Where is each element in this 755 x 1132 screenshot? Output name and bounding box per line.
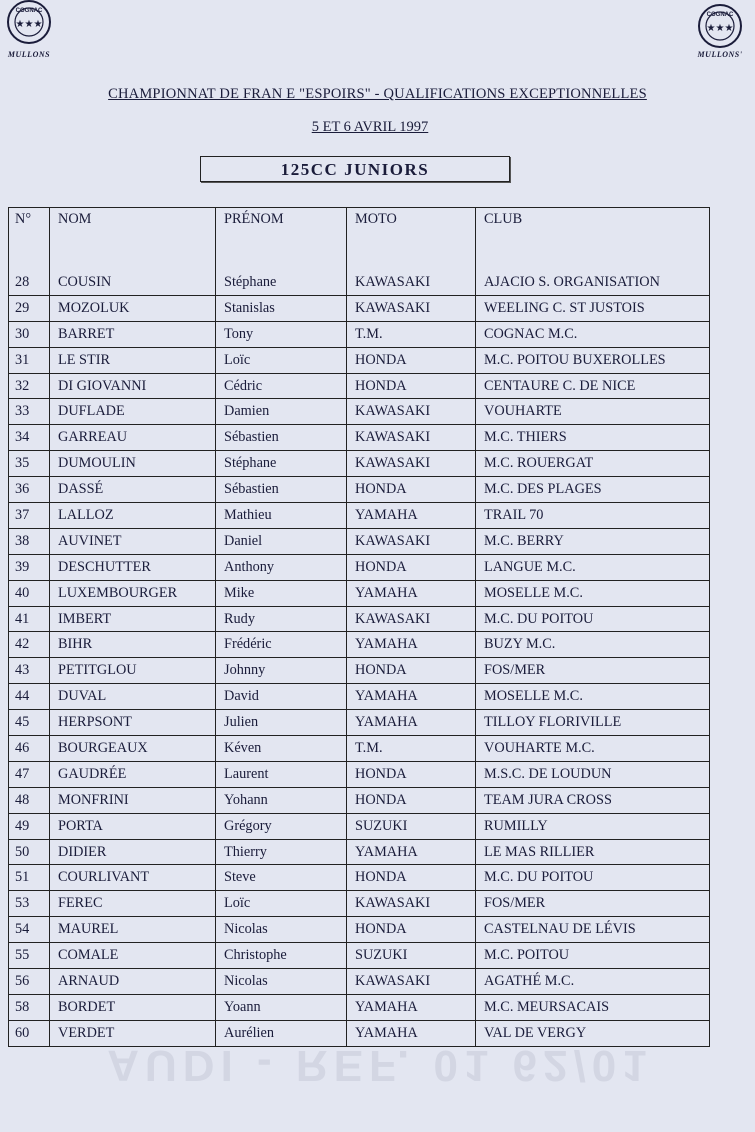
cell-moto: KAWASAKI: [346, 296, 475, 321]
cell-moto: YAMAHA: [346, 581, 475, 606]
cell-nom: MOZOLUK: [49, 296, 215, 321]
table-row: [9, 321, 709, 347]
cell-prenom: Nicolas: [215, 917, 346, 942]
cell-club: AGATHÉ M.C.: [475, 969, 709, 994]
entrants-table: [8, 207, 710, 1047]
cell-num: 28: [15, 274, 30, 290]
table-row: [9, 916, 709, 942]
cell-moto: HONDA: [346, 477, 475, 502]
cell-club: M.C. POITOU BUXEROLLES: [475, 348, 709, 373]
cell-prenom: Aurélien: [215, 1021, 346, 1046]
cell-prenom: Mike: [215, 581, 346, 606]
cell-club: M.C. THIERS: [475, 425, 709, 450]
cell-num: 30: [15, 325, 30, 342]
cell-club: TEAM JURA CROSS: [475, 788, 709, 813]
cell-prenom: David: [215, 684, 346, 709]
cell-nom: DESCHUTTER: [49, 555, 215, 580]
cell-num: 42: [15, 636, 30, 653]
cell-nom: AUVINET: [49, 529, 215, 554]
cell-prenom: Stéphane: [215, 270, 346, 295]
cell-moto: YAMAHA: [346, 632, 475, 657]
cell-prenom: Stéphane: [215, 451, 346, 476]
cell-club: M.C. DES PLAGES: [475, 477, 709, 502]
cell-moto: T.M.: [346, 736, 475, 761]
cell-nom: BARRET: [49, 322, 215, 347]
table-row: [9, 942, 709, 968]
table-row: [9, 554, 709, 580]
svg-text:★★★: ★★★: [15, 19, 43, 30]
cell-prenom: Steve: [215, 865, 346, 890]
cell-nom: HERPSONT: [49, 710, 215, 735]
cell-prenom: Nicolas: [215, 969, 346, 994]
seal-text: COGNAC: [15, 8, 43, 14]
table-row: [9, 968, 709, 994]
cell-prenom: Grégory: [215, 814, 346, 839]
cell-prenom: Mathieu: [215, 503, 346, 528]
cell-num: 50: [15, 843, 30, 860]
table-row: [9, 735, 709, 761]
cell-club: CENTAURE C. DE NICE: [475, 374, 709, 399]
table-row: [9, 502, 709, 528]
table-row: [9, 476, 709, 502]
cell-club: TRAIL 70: [475, 503, 709, 528]
cell-moto: HONDA: [346, 865, 475, 890]
cell-nom: DI GIOVANNI: [49, 374, 215, 399]
cell-moto: HONDA: [346, 762, 475, 787]
cell-prenom: Tony: [215, 322, 346, 347]
cell-num: 31: [15, 351, 30, 368]
cell-nom: DASSÉ: [49, 477, 215, 502]
cell-nom: MONFRINI: [49, 788, 215, 813]
header-moto: MOTO: [346, 208, 475, 270]
cell-moto: YAMAHA: [346, 684, 475, 709]
cell-prenom: Loïc: [215, 891, 346, 916]
cell-club: M.C. POITOU: [475, 943, 709, 968]
cell-num: 54: [15, 921, 30, 938]
cell-moto: SUZUKI: [346, 943, 475, 968]
cell-club: AJACIO S. ORGANISATION: [475, 270, 709, 295]
cell-num: 41: [15, 610, 30, 627]
cell-moto: SUZUKI: [346, 814, 475, 839]
header-prenom: PRÉNOM: [215, 208, 346, 270]
cell-num: 49: [15, 817, 30, 834]
cell-nom: FEREC: [49, 891, 215, 916]
header-club: CLUB: [475, 208, 709, 270]
cell-nom: PETITGLOU: [49, 658, 215, 683]
cell-moto: KAWASAKI: [346, 969, 475, 994]
seal-icon: [695, 0, 745, 52]
table-row: [9, 606, 709, 632]
cell-moto: KAWASAKI: [346, 425, 475, 450]
cell-prenom: Yohann: [215, 788, 346, 813]
cell-num: 32: [15, 377, 30, 394]
cell-num: 56: [15, 973, 30, 990]
show-through-text: AUDI - REF. 01 62/01: [107, 1041, 653, 1090]
cell-num: 45: [15, 714, 30, 731]
logo-caption: MULLONS: [7, 50, 51, 59]
cell-prenom: Rudy: [215, 607, 346, 632]
cell-num: 35: [15, 455, 30, 472]
club-logo-right: [691, 0, 749, 59]
cell-moto: YAMAHA: [346, 503, 475, 528]
cell-moto: KAWASAKI: [346, 451, 475, 476]
header-num: N°: [15, 211, 32, 227]
cell-prenom: Thierry: [215, 840, 346, 865]
cell-nom: BIHR: [49, 632, 215, 657]
table-row: [9, 787, 709, 813]
cell-moto: YAMAHA: [346, 840, 475, 865]
cell-moto: T.M.: [346, 322, 475, 347]
cell-prenom: Yoann: [215, 995, 346, 1020]
table-row: [9, 657, 709, 683]
cell-moto: HONDA: [346, 788, 475, 813]
cell-prenom: Cédric: [215, 374, 346, 399]
cell-moto: YAMAHA: [346, 1021, 475, 1046]
table-row: [9, 347, 709, 373]
cell-prenom: Sébastien: [215, 425, 346, 450]
cell-moto: HONDA: [346, 658, 475, 683]
cell-moto: HONDA: [346, 348, 475, 373]
event-date: 5 ET 6 AVRIL 1997: [311, 119, 429, 135]
cell-num: 37: [15, 507, 30, 524]
table-row: [9, 761, 709, 787]
table-row: [9, 424, 709, 450]
cell-num: 29: [15, 299, 30, 316]
table-row: [9, 631, 709, 657]
table-row: [9, 890, 709, 916]
cell-club: VOUHARTE M.C.: [475, 736, 709, 761]
cell-prenom: Stanislas: [215, 296, 346, 321]
table-header: [9, 208, 709, 270]
cell-nom: DUMOULIN: [49, 451, 215, 476]
table-row: [9, 994, 709, 1020]
cell-num: 48: [15, 791, 30, 808]
seal-icon: [4, 0, 54, 52]
club-logo-left: [0, 0, 58, 59]
cell-prenom: Anthony: [215, 555, 346, 580]
cell-num: 53: [15, 895, 30, 912]
cell-num: 36: [15, 481, 30, 498]
cell-nom: LUXEMBOURGER: [49, 581, 215, 606]
cell-club: LE MAS RILLIER: [475, 840, 709, 865]
cell-prenom: Christophe: [215, 943, 346, 968]
cell-prenom: Damien: [215, 399, 346, 424]
cell-moto: YAMAHA: [346, 995, 475, 1020]
table-row: [9, 270, 709, 295]
cell-nom: LALLOZ: [49, 503, 215, 528]
cell-nom: PORTA: [49, 814, 215, 839]
cell-nom: COMALE: [49, 943, 215, 968]
table-row: [9, 813, 709, 839]
cell-moto: KAWASAKI: [346, 529, 475, 554]
cell-moto: KAWASAKI: [346, 399, 475, 424]
cell-prenom: Sébastien: [215, 477, 346, 502]
cell-moto: HONDA: [346, 917, 475, 942]
cell-club: FOS/MER: [475, 891, 709, 916]
cell-nom: COURLIVANT: [49, 865, 215, 890]
cell-moto: HONDA: [346, 555, 475, 580]
cell-prenom: Loïc: [215, 348, 346, 373]
cell-prenom: Julien: [215, 710, 346, 735]
cell-club: M.C. ROUERGAT: [475, 451, 709, 476]
cell-club: WEELING C. ST JUSTOIS: [475, 296, 709, 321]
cell-club: M.C. BERRY: [475, 529, 709, 554]
cell-club: BUZY M.C.: [475, 632, 709, 657]
cell-num: 39: [15, 558, 30, 575]
cell-club: MOSELLE M.C.: [475, 581, 709, 606]
cell-club: M.C. MEURSACAIS: [475, 995, 709, 1020]
cell-nom: DUVAL: [49, 684, 215, 709]
cell-num: 40: [15, 584, 30, 601]
cell-club: LANGUE M.C.: [475, 555, 709, 580]
table-row: [9, 580, 709, 606]
cell-num: 55: [15, 947, 30, 964]
table-row: [9, 864, 709, 890]
cell-nom: DIDIER: [49, 840, 215, 865]
table-row: [9, 839, 709, 865]
cell-nom: MAUREL: [49, 917, 215, 942]
cell-nom: BORDET: [49, 995, 215, 1020]
cell-prenom: Kéven: [215, 736, 346, 761]
cell-nom: LE STIR: [49, 348, 215, 373]
cell-club: RUMILLY: [475, 814, 709, 839]
table-row: [9, 295, 709, 321]
cell-nom: GAUDRÉE: [49, 762, 215, 787]
cell-club: M.S.C. DE LOUDUN: [475, 762, 709, 787]
table-row: [9, 450, 709, 476]
cell-nom: GARREAU: [49, 425, 215, 450]
cell-club: M.C. DU POITOU: [475, 865, 709, 890]
cell-nom: COUSIN: [49, 270, 215, 295]
cell-prenom: Johnny: [215, 658, 346, 683]
table-row: [9, 709, 709, 735]
cell-club: M.C. DU POITOU: [475, 607, 709, 632]
cell-num: 33: [15, 403, 30, 420]
cell-num: 43: [15, 662, 30, 679]
table-row: [9, 398, 709, 424]
logo-caption: MULLONS': [697, 50, 743, 59]
cell-num: 58: [15, 998, 30, 1015]
svg-text:★★★: ★★★: [706, 23, 734, 34]
cell-num: 60: [15, 1024, 30, 1041]
cell-num: 38: [15, 532, 30, 549]
cell-num: 46: [15, 740, 30, 757]
cell-nom: IMBERT: [49, 607, 215, 632]
cell-club: COGNAC M.C.: [475, 322, 709, 347]
cell-club: MOSELLE M.C.: [475, 684, 709, 709]
cell-moto: HONDA: [346, 374, 475, 399]
category-box: 125CC JUNIORS: [200, 156, 510, 182]
cell-club: FOS/MER: [475, 658, 709, 683]
cell-nom: VERDET: [49, 1021, 215, 1046]
cell-prenom: Daniel: [215, 529, 346, 554]
cell-nom: BOURGEAUX: [49, 736, 215, 761]
cell-prenom: Laurent: [215, 762, 346, 787]
cell-club: TILLOY FLORIVILLE: [475, 710, 709, 735]
cell-nom: DUFLADE: [49, 399, 215, 424]
header-nom: NOM: [49, 208, 215, 270]
cell-num: 34: [15, 429, 30, 446]
cell-moto: YAMAHA: [346, 710, 475, 735]
cell-num: 51: [15, 869, 30, 886]
cell-moto: KAWASAKI: [346, 891, 475, 916]
cell-club: VAL DE VERGY: [475, 1021, 709, 1046]
table-row: [9, 528, 709, 554]
seal-text: COGNAC: [706, 12, 734, 18]
cell-prenom: Frédéric: [215, 632, 346, 657]
cell-moto: KAWASAKI: [346, 270, 475, 295]
table-row: [9, 373, 709, 399]
table-row: [9, 683, 709, 709]
document-title: CHAMPIONNAT DE FRAN E "ESPOIRS" - QUALIFICATIONS EXCEPTIONNELLES: [108, 86, 647, 102]
cell-club: CASTELNAU DE LÉVIS: [475, 917, 709, 942]
cell-num: 44: [15, 688, 30, 705]
cell-num: 47: [15, 765, 30, 782]
cell-nom: ARNAUD: [49, 969, 215, 994]
cell-moto: KAWASAKI: [346, 607, 475, 632]
cell-club: VOUHARTE: [475, 399, 709, 424]
